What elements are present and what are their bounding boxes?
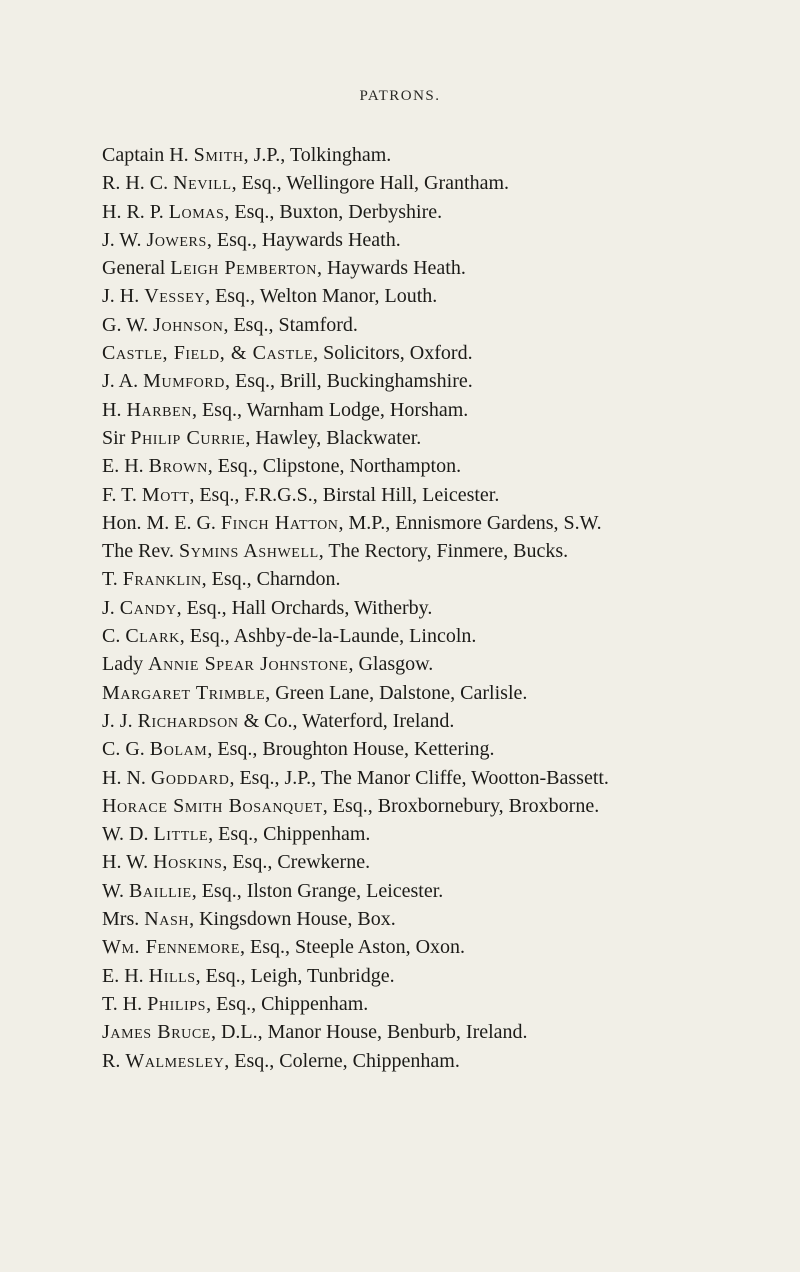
patron-entry: [102, 566, 762, 592]
patron-prefix: C. G.: [102, 738, 150, 761]
patron-prefix: Captain H.: [102, 144, 194, 166]
patron-details: , Esq., J.P., The Manor Cliffe, Wootton-Bassett.: [229, 766, 609, 789]
patron-details: , Esq., Hall Orchards, Witherby.: [176, 596, 433, 619]
patron-name: Goddard: [150, 766, 230, 789]
patron-name: Finch Hatton: [220, 511, 339, 534]
patron-name: Jowers: [146, 228, 207, 251]
patron-details: , M.P., Ennismore Gardens, S.W.: [338, 511, 602, 534]
patron-name: Hills: [148, 964, 196, 987]
patron-details: , Esq., Warnham Lodge, Horsham.: [191, 398, 469, 421]
patron-prefix: J. J.: [102, 709, 138, 732]
patron-details: , Esq., Wellingore Hall, Grantham.: [231, 172, 510, 195]
patron-prefix: J. W.: [102, 228, 147, 251]
patron-entry: [102, 312, 762, 338]
patron-name: Nash: [144, 908, 190, 931]
patron-details: , Esq., Ilston Grange, Leicester.: [191, 879, 444, 902]
patron-prefix: H. R. P.: [102, 200, 169, 223]
patron-name: Smith: [193, 144, 244, 166]
patron-name: Philip Currie: [130, 426, 246, 449]
patron-details: , Haywards Heath.: [316, 257, 466, 280]
patron-details: , Esq., F.R.G.S., Birstal Hill, Leicester.: [189, 483, 500, 506]
patron-entry: [102, 255, 762, 281]
patron-details: , Esq., Welton Manor, Louth.: [205, 285, 438, 308]
patron-name: Horace Smith Bosanquet: [102, 794, 323, 817]
patron-entry: [102, 680, 762, 706]
patron-details: , J.P., Tolkingham.: [243, 144, 392, 166]
patron-prefix: Sir: [102, 426, 131, 449]
patron-entry: [102, 170, 762, 196]
patron-entry: [102, 934, 762, 960]
patron-prefix: Mrs.: [102, 908, 145, 931]
patron-details: , Esq., Charndon.: [201, 568, 341, 591]
patron-name: Mumford: [143, 370, 226, 393]
patron-name: Philips: [147, 992, 207, 1015]
patron-name: Margaret Trimble: [102, 681, 266, 704]
patron-name: Johnson: [153, 313, 224, 336]
patron-prefix: The Rev.: [102, 540, 180, 563]
patron-entry: [102, 821, 762, 847]
patron-details: , Esq., Broughton House, Kettering.: [207, 738, 495, 761]
patron-details: , The Rectory, Finmere, Bucks.: [318, 540, 569, 563]
patron-entry: [102, 227, 762, 253]
patron-entry: [102, 510, 762, 536]
patron-entry: [102, 793, 762, 819]
patron-prefix: F. T.: [102, 483, 142, 506]
patron-details: , Esq., Clipstone, Northampton.: [207, 455, 462, 478]
patron-name: Richardson: [137, 709, 239, 732]
patron-entry: [102, 765, 762, 791]
running-head: PATRONS.: [359, 88, 441, 104]
patron-prefix: H.: [102, 398, 127, 421]
patron-name: Little: [153, 823, 209, 846]
patron-prefix: T. H.: [102, 992, 148, 1015]
patron-prefix: J. H.: [102, 285, 145, 308]
patron-entry: [102, 849, 762, 875]
patron-prefix: J.: [102, 596, 120, 619]
patron-name: Baillie: [129, 879, 192, 902]
patron-details: , Green Lane, Dalstone, Carlisle.: [265, 681, 528, 704]
patron-prefix: General: [102, 257, 171, 280]
patron-details: , Glasgow.: [348, 653, 434, 676]
patron-entry: [102, 651, 762, 677]
patron-name: Leigh Pemberton: [170, 257, 317, 280]
patron-entry: [102, 482, 762, 508]
patron-prefix: C.: [102, 625, 126, 648]
patron-entry: [102, 453, 762, 479]
patron-entry: [102, 142, 762, 168]
patron-entry: [102, 736, 762, 762]
patron-details: , Esq., Crewkerne.: [222, 851, 371, 874]
patron-prefix: R.: [102, 1049, 126, 1072]
patron-details: , Hawley, Blackwater.: [245, 426, 422, 449]
patron-details: , Kingsdown House, Box.: [189, 908, 396, 931]
patron-prefix: W.: [102, 879, 130, 902]
patron-name: Mott: [141, 483, 190, 506]
patron-prefix: G. W.: [102, 313, 154, 336]
patron-entry: [102, 878, 762, 904]
patron-details: , Esq., Buxton, Derbyshire.: [224, 200, 443, 223]
patron-entry: [102, 963, 762, 989]
patron-entry: [102, 708, 762, 734]
patron-details: , Esq., Brill, Buckinghamshire.: [225, 370, 473, 393]
patrons-list: [102, 142, 762, 1076]
patron-entry: [102, 368, 762, 394]
patron-name: Symins Ashwell: [179, 540, 319, 563]
patron-entry: [102, 1019, 762, 1045]
patron-name: Hoskins: [153, 851, 223, 874]
patron-entry: [102, 397, 762, 423]
patron-details: , Esq., Broxbornebury, Broxborne.: [322, 794, 600, 817]
patron-entry: [102, 283, 762, 309]
patron-prefix: Lady: [102, 653, 149, 676]
patron-prefix: H. N.: [102, 766, 151, 789]
patron-entry: [102, 340, 762, 366]
patron-details: , D.L., Manor House, Benburb, Ireland.: [210, 1021, 528, 1044]
patron-name: Vessey: [144, 285, 206, 308]
patron-entry: [102, 199, 762, 225]
patron-name: Lomas: [168, 200, 225, 223]
patron-name: Annie Spear Johnstone: [148, 653, 349, 676]
patron-name: Franklin: [122, 568, 202, 591]
patron-entry: [102, 538, 762, 564]
patron-name: Clark: [125, 625, 180, 648]
patron-entry: [102, 623, 762, 649]
patron-details: , Esq., Steeple Aston, Oxon.: [240, 936, 466, 959]
patron-details: & Co., Waterford, Ireland.: [238, 709, 455, 732]
patron-name: James Bruce: [102, 1021, 211, 1044]
patron-prefix: T.: [102, 568, 123, 591]
patron-name: Candy: [119, 596, 177, 619]
patron-name: Harben: [126, 398, 192, 421]
patron-entry: [102, 595, 762, 621]
patron-name: Walmesley: [125, 1049, 225, 1072]
patron-entry: [102, 906, 762, 932]
patron-details: , Esq., Chippenham.: [208, 823, 371, 846]
patron-entry: [102, 1048, 762, 1074]
patron-details: , Esq., Chippenham.: [206, 992, 369, 1015]
patron-prefix: H. W.: [102, 851, 154, 874]
patron-name: Castle, Field, & Castle: [102, 342, 314, 365]
patron-prefix: Hon. M. E. G.: [102, 511, 221, 534]
patron-entry: [102, 991, 762, 1017]
patron-prefix: E. H.: [102, 964, 149, 987]
patron-entry: [102, 425, 762, 451]
patron-details: , Esq., Leigh, Tunbridge.: [195, 964, 395, 987]
patron-name: Brown: [148, 455, 208, 478]
patron-prefix: J. A.: [102, 370, 144, 393]
patron-details: , Esq., Ashby-de-la-Launde, Lincoln.: [179, 625, 477, 648]
patron-prefix: W. D.: [102, 823, 154, 846]
patron-name: Nevill: [173, 172, 232, 195]
patron-details: , Solicitors, Oxford.: [313, 342, 473, 365]
patron-details: , Esq., Colerne, Chippenham.: [224, 1049, 460, 1072]
patron-prefix: E. H.: [102, 455, 149, 478]
patron-details: , Esq., Stamford.: [223, 313, 358, 336]
patron-name: Wm. Fennemore: [102, 936, 241, 959]
patron-details: , Esq., Haywards Heath.: [206, 228, 401, 251]
patron-prefix: R. H. C.: [102, 172, 174, 195]
patron-name: Bolam: [149, 738, 208, 761]
